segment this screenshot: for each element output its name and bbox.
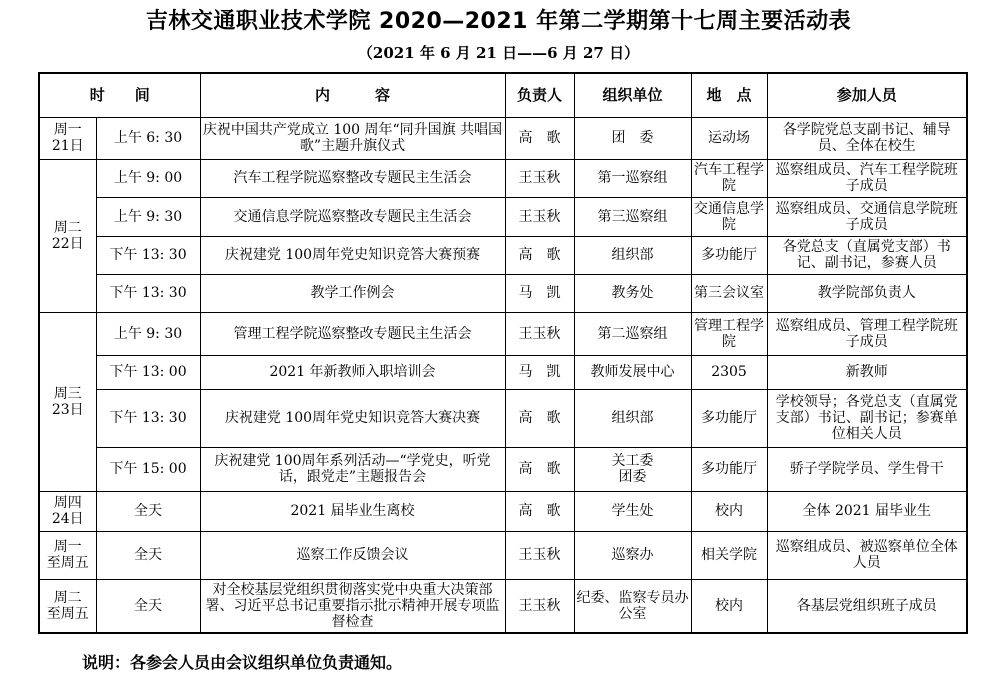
time-cell: 下午 13: 30 [96,236,200,274]
owner-cell: 高 歌 [505,389,574,447]
attendees-cell: 各学院党总支副书记、辅导员、全体在校生 [767,117,967,159]
header-time: 时 间 [39,73,200,117]
table-row [39,312,967,355]
page-title: 吉林交通职业技术学院 2020—2021 年第二学期第十七周主要活动表 [145,9,852,34]
attendees-cell: 各基层党组织班子成员 [767,579,967,633]
org-cell: 学生处 [574,491,691,531]
table-row [39,236,967,274]
header-row [39,73,967,117]
time-cell: 下午 13: 30 [96,274,200,312]
time-cell: 下午 13: 30 [96,389,200,447]
header-owner: 负责人 [505,73,574,117]
org-cell: 组织部 [574,389,691,447]
content-cell: 交通信息学院巡察整改专题民主生活会 [200,197,505,236]
org-cell: 纪委、监察专员办公室 [574,579,691,633]
owner-cell: 马 凯 [505,274,574,312]
footer-note: 说明：各参会人员由会议组织单位负责通知。 [82,653,403,672]
time-cell: 上午 9: 00 [96,159,200,197]
activity-table [38,72,968,634]
place-cell: 相关学院 [691,531,767,579]
owner-cell: 高 歌 [505,117,574,159]
place-cell: 多功能厅 [691,236,767,274]
header-attendees: 参加人员 [767,73,967,117]
day-cell: 周一 21日 [39,117,96,159]
time-cell: 上午 6: 30 [96,117,200,159]
place-cell: 校内 [691,579,767,633]
place-cell: 交通信息学院 [691,197,767,236]
place-cell: 多功能厅 [691,389,767,447]
content-cell: 对全校基层党组织贯彻落实党中央重大决策部署、习近平总书记重要指示批示精神开展专项监督检查 [200,579,505,633]
table-row [39,579,967,633]
content-cell: 庆祝中国共产党成立 100 周年“同升国旗 共唱国歌”主题升旗仪式 [200,117,505,159]
content-cell: 2021 届毕业生离校 [200,491,505,531]
attendees-cell: 骄子学院学员、学生骨干 [767,447,967,491]
attendees-cell: 新教师 [767,355,967,389]
place-cell: 汽车工程学院 [691,159,767,197]
org-cell: 教师发展中心 [574,355,691,389]
time-cell: 下午 15: 00 [96,447,200,491]
content-cell: 汽车工程学院巡察整改专题民主生活会 [200,159,505,197]
attendees-cell: 教学院部负责人 [767,274,967,312]
attendees-cell: 巡察组成员、被巡察单位全体人员 [767,531,967,579]
owner-cell: 马 凯 [505,355,574,389]
content-cell: 庆祝建党 100周年党史知识竞答大赛决赛 [200,389,505,447]
org-cell: 团 委 [574,117,691,159]
content-cell: 2021 年新教师入职培训会 [200,355,505,389]
owner-cell: 高 歌 [505,491,574,531]
attendees-cell: 全体 2021 届毕业生 [767,491,967,531]
time-cell: 全天 [96,579,200,633]
table-row [39,389,967,447]
place-cell: 管理工程学院 [691,312,767,355]
content-cell: 教学工作例会 [200,274,505,312]
header-content: 内 容 [200,73,505,117]
content-cell: 巡察工作反馈会议 [200,531,505,579]
table-row [39,197,967,236]
day-cell: 周四 24日 [39,491,96,531]
table-row [39,355,967,389]
org-cell: 组织部 [574,236,691,274]
place-cell: 校内 [691,491,767,531]
org-cell: 第二巡察组 [574,312,691,355]
attendees-cell: 学校领导；各党总支（直属党支部）书记、副书记；参赛单位相关人员 [767,389,967,447]
owner-cell: 王玉秋 [505,197,574,236]
content-cell: 庆祝建党 100周年系列活动—“学党史，听党话，跟党走”主题报告会 [200,447,505,491]
owner-cell: 高 歌 [505,236,574,274]
org-cell: 第一巡察组 [574,159,691,197]
owner-cell: 王玉秋 [505,579,574,633]
attendees-cell: 巡察组成员、管理工程学院班子成员 [767,312,967,355]
day-cell: 周二 至周五 [39,579,96,633]
attendees-cell: 各党总支（直属党支部）书记、副书记，参赛人员 [767,236,967,274]
org-cell: 巡察办 [574,531,691,579]
content-cell: 庆祝建党 100周年党史知识竞答大赛预赛 [200,236,505,274]
owner-cell: 王玉秋 [505,312,574,355]
org-cell: 第三巡察组 [574,197,691,236]
time-cell: 上午 9: 30 [96,197,200,236]
time-cell: 全天 [96,531,200,579]
owner-cell: 高 歌 [505,447,574,491]
owner-cell: 王玉秋 [505,159,574,197]
attendees-cell: 巡察组成员、汽车工程学院班子成员 [767,159,967,197]
table-row [39,159,967,197]
org-cell: 关工委 团委 [574,447,691,491]
header-place: 地 点 [691,73,767,117]
org-cell: 教务处 [574,274,691,312]
day-cell: 周二 22日 [39,159,96,312]
time-cell: 下午 13: 00 [96,355,200,389]
day-cell: 周一 至周五 [39,531,96,579]
table-row [39,117,967,159]
owner-cell: 王玉秋 [505,531,574,579]
day-cell: 周三 23日 [39,312,96,491]
table-row [39,491,967,531]
header-org: 组织单位 [574,73,691,117]
place-cell: 运动场 [691,117,767,159]
table-row [39,274,967,312]
place-cell: 2305 [691,355,767,389]
table-row [39,447,967,491]
place-cell: 多功能厅 [691,447,767,491]
attendees-cell: 巡察组成员、交通信息学院班子成员 [767,197,967,236]
time-cell: 上午 9: 30 [96,312,200,355]
time-cell: 全天 [96,491,200,531]
table-row [39,531,967,579]
date-range: （2021 年 6 月 21 日——6 月 27 日） [357,44,640,62]
place-cell: 第三会议室 [691,274,767,312]
content-cell: 管理工程学院巡察整改专题民主生活会 [200,312,505,355]
